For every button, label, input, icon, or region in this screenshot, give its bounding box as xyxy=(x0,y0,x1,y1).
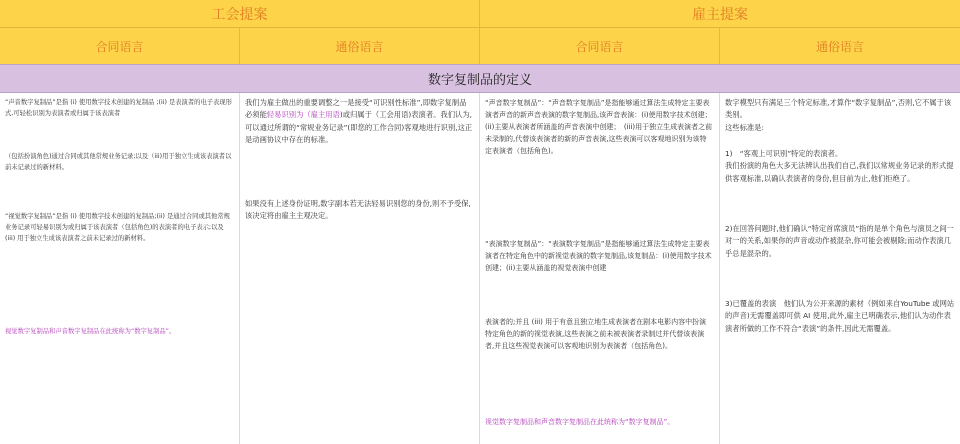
employer-criterion-1: 1) “客观上可识别”特定的表演者。 我们扮演的角色大多无法辨认出我们自己,我们以常规业务记录的形式提供客观标准,以确认表演者的身份,但目前为止,他们拒绝了。 xyxy=(725,149,954,183)
employer-term-highlight: 轻易识别为（雇主用语 xyxy=(266,110,340,120)
employer-visual-replica-definition: “表演数字复制品”：“表演数字复制品”是指能够通过算法生成特定主要表演者在特定角色中的新视觉表演的数字复制品,该复制品：(i)使用数字技术创建；(ii)主要从涵盖的视觉表演中创建 xyxy=(485,240,712,272)
employer-plain-column xyxy=(720,93,960,444)
union-plain-text-a: 我们为雇主做出的重要调整之一是接受“可识别性标准”,即数字复制品必须能 xyxy=(245,98,467,120)
union-collective-term: 视觉数字复制品和声音数字复制品在此统称为“数字复制品”。 xyxy=(5,328,176,335)
section-title: 数字复制品的定义 xyxy=(0,64,960,93)
union-audio-replica-definition-cont: （包括扮演角色)通过合同或其他常规业务记录;以及（iii)用于独立生成该表演者以前未记录过的新材料。 xyxy=(5,153,232,171)
employer-audio-replica-definition: “声音数字复制品”：“声音数字复制品”是指能够通过算法生成特定主要表演者声音的新声音表演的数字复制品,该声音表演：(i)使用数字技术创建；(ii)主要从表演者所涵盖的声音表演中创建； (iii)用于独立生成表演者之前未录制的,代替该表演者的新的声音表演,这些表演可以客观地识别为该特定表演者（包括角色)。 xyxy=(485,99,713,155)
union-audio-replica-definition: “声音数字复制品”是指 (i) 使用数字技术创建的复制品 ;(ii) 是表演者的电子表现形式,可轻松识别为表演者或归属于该表演者 xyxy=(5,99,232,117)
employer-contract-language-header: 合同语言 xyxy=(480,28,719,64)
union-plain-explanation xyxy=(245,97,473,146)
employer-plain-language-header: 通俗语言 xyxy=(720,28,960,64)
union-plain-text-c: )或归属于（工会用语)表演者。我们认为,可以通过所谓的“常规业务记录”(即您的工作合同)客观地进行识别,这正是动画协议中存在的标准。 xyxy=(245,110,473,144)
header-divider-right xyxy=(719,28,720,64)
employer-criterion-2: 2)在回答问题时,他们确认“特定首席演员”指的是单个角色与演员之间一对一的关系,如果你的声音或动作被混杂,你可能会被剔除;而动作表演几乎总是混杂的。 xyxy=(725,224,954,258)
employer-collective-term: 视觉数字复制品和声音数字复制品在此统称为“数字复制品”。 xyxy=(485,418,675,426)
union-proposal-header: 工会提案 xyxy=(0,0,479,28)
union-plain-language-header: 通俗语言 xyxy=(240,28,479,64)
union-plain-column xyxy=(240,93,480,444)
header-divider-left xyxy=(239,28,240,64)
union-contract-column xyxy=(0,93,240,444)
union-plain-note: 如果没有上述身份证明,数字副本若无法轻易识别您的身份,则不予受保,该决定将由雇主主观决定。 xyxy=(245,199,471,221)
employer-proposal-header: 雇主提案 xyxy=(480,0,960,28)
employer-criterion-3: 3)已覆盖的表演 他们认为公开来源的素材（例如来自YouTube 或网站的声音)无需覆盖即可供 AI 使用,此外,雇主已明确表示,他们认为动作表演者所做的工作不符合“表演”的条件,因此无需覆盖。 xyxy=(725,299,955,333)
employer-visual-replica-definition-cont: 表演者的;并且 (iii) 用于有意且独立地生成表演者在剧本电影内容中扮演特定角色的新的视觉表演,这些表演之前未被表演者录制过并代替该表演者,并且这些视觉表演可以客观地识别为表演者（包括角色)。 xyxy=(485,318,707,350)
union-contract-language-header: 合同语言 xyxy=(0,28,239,64)
union-visual-replica-definition: “视觉数字复制品”是指 (i) 使用数字技术创建的复制品;(ii) 是通过合同或其他常规业务记录可轻易识别为或归属于该表演者（包括角色)的表演者的电子表示;以及 (iii) 用于独立生成该表演者之前未记录过的新材料。 xyxy=(5,213,230,242)
header-divider-main xyxy=(479,0,480,64)
employer-contract-column xyxy=(480,93,720,444)
employer-plain-intro: 数字模型只有满足三个特定标准,才算作“数字复制品”,否则,它不属于该类别。 这些标准是: xyxy=(725,98,952,132)
